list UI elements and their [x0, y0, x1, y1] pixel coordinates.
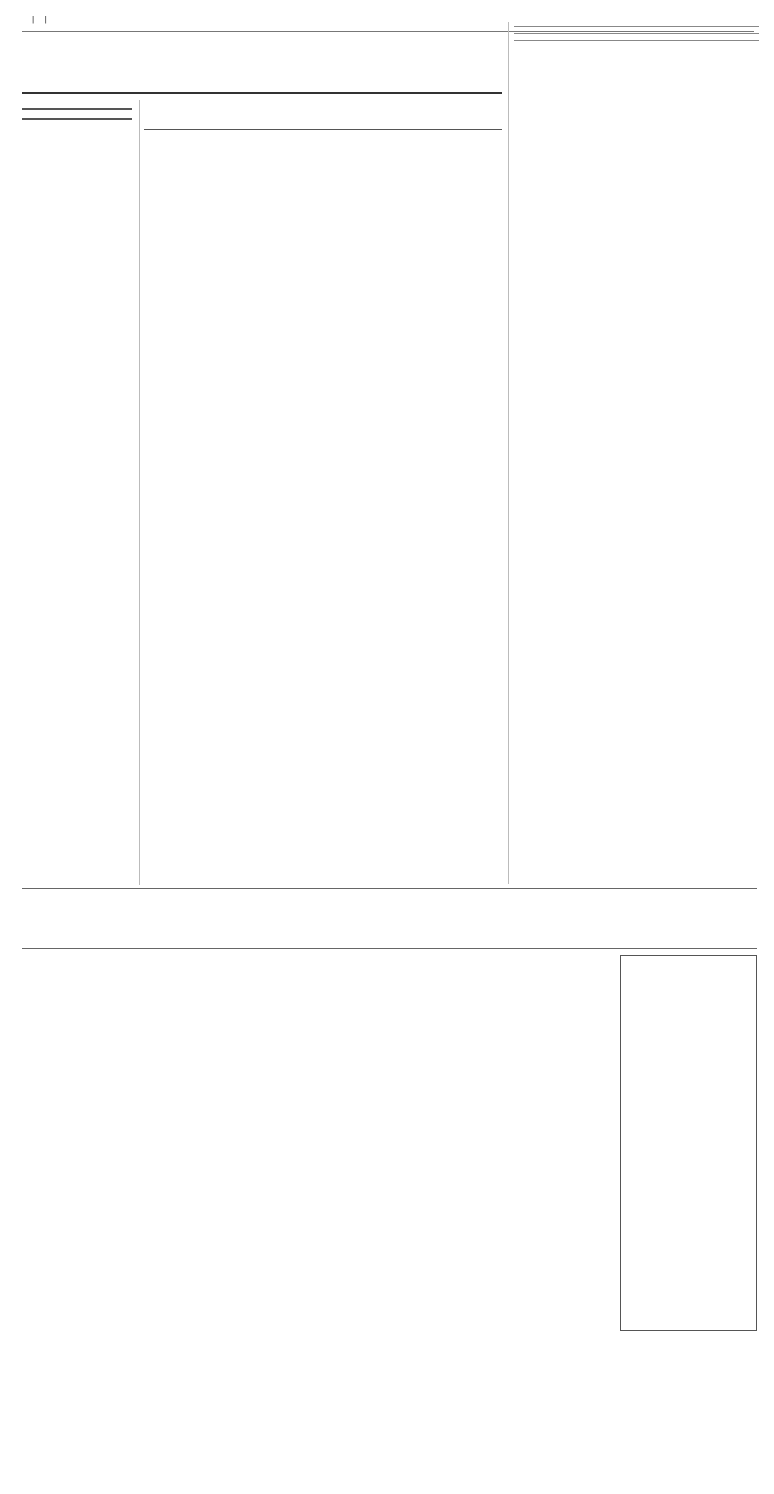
page-header-bar: | | — [22, 14, 754, 28]
article-headline — [22, 895, 757, 945]
article-col-1 — [22, 956, 132, 960]
section-masthead — [176, 28, 450, 88]
high-schools-column — [22, 108, 132, 120]
briefs-section-football — [514, 40, 759, 43]
briefs-section-volleyball — [514, 33, 759, 36]
sportswaves-title — [144, 100, 502, 128]
classic-field-box — [620, 955, 757, 1331]
briefs-column — [514, 22, 759, 47]
tv-column-b — [255, 138, 375, 144]
briefs-section-golf — [514, 26, 759, 29]
swva-football-header — [22, 118, 132, 120]
cumberland-volley-column — [144, 658, 267, 661]
